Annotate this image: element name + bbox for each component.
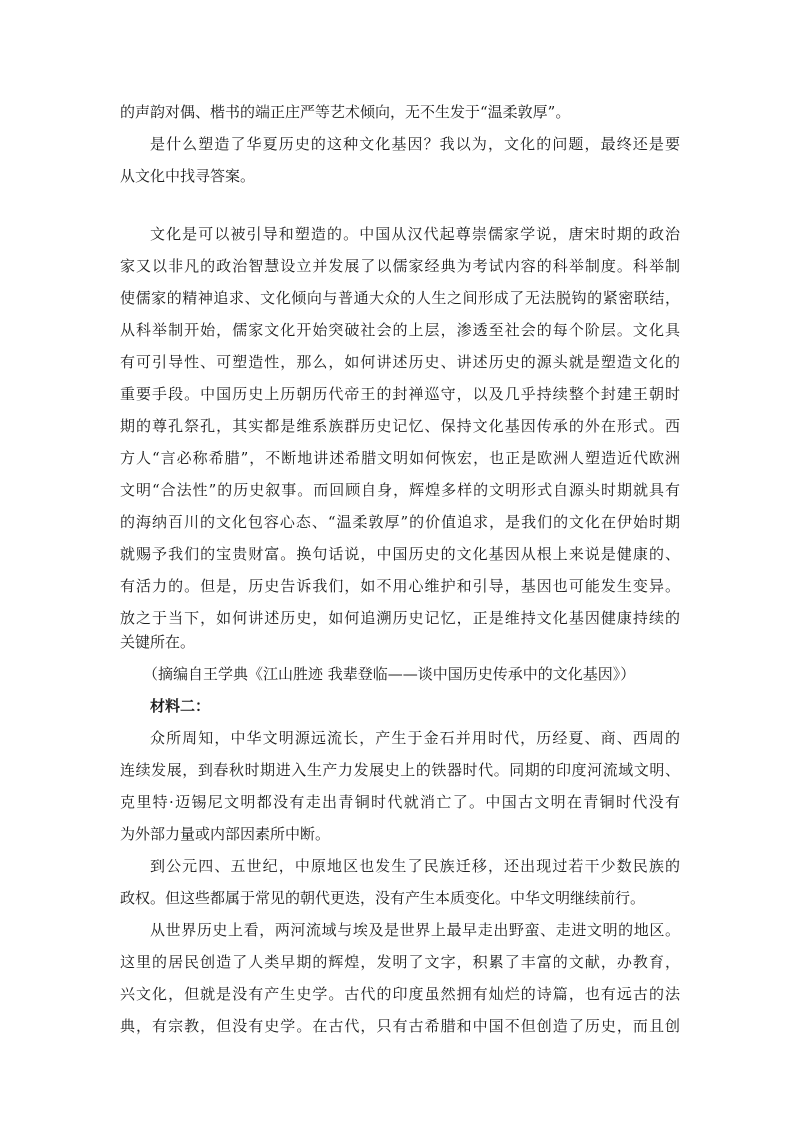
text-line: 从科举制开始，儒家文化开始突破社会的上层，渗透至社会的每个阶层。文化具	[120, 321, 680, 339]
text-line: 从文化中找寻答案。	[120, 167, 256, 185]
text-line: 就赐予我们的宝贵财富。换句话说，中国历史的文化基因从根上来说是健康的、	[120, 545, 680, 563]
source-citation: （摘编自王学典《江山胜迹 我辈登临——谈中国历史传承中的文化基因》）	[143, 665, 636, 683]
paragraph-first-line: 文化是可以被引导和塑造的。中国从汉代起尊崇儒家学说，唐宋时期的政治	[150, 225, 680, 243]
text-line: 的海纳百川的文化包容心态、“温柔敦厚”的价值追求，是我们的文化在伊始时期	[120, 513, 680, 531]
text-line: 连续发展，到春秋时期进入生产力发展史上的铁器时代。同期的印度河流域文明、	[120, 761, 680, 779]
text-line: 克里特·迈锡尼文明都没有走出青铜时代就消亡了。中国古文明在青铜时代没有	[120, 793, 680, 811]
text-line: 家又以非凡的政治智慧设立并发展了以儒家经典为考试内容的科举制度。科举制	[120, 257, 680, 275]
text-line: 文明“合法性”的历史叙事。而回顾自身，辉煌多样的文明形式自源头时期就具有	[120, 481, 680, 499]
text-line: 方人“言必称希腊”，不断地讲述希腊文明如何恢宏，也正是欧洲人塑造近代欧洲	[120, 449, 680, 467]
paragraph-first-line: 是什么塑造了华夏历史的这种文化基因？我以为，文化的问题，最终还是要	[150, 135, 680, 153]
text-line: 政权。但这些都属于常见的朝代更迭，没有产生本质变化。中华文明继续前行。	[120, 889, 646, 907]
text-line: 使儒家的精神追求、文化倾向与普通大众的人生之间形成了无法脱钩的紧密联结，	[120, 289, 680, 307]
text-line: 期的尊孔祭孔，其实都是维系族群历史记忆、保持文化基因传承的外在形式。西	[120, 417, 680, 435]
text-line: 放之于当下，如何讲述历史，如何追溯历史记忆，正是维持文化基因健康持续的	[120, 609, 680, 627]
text-line: 典，有宗教，但没有史学。在古代，只有古希腊和中国不但创造了历史，而且创	[120, 1017, 680, 1035]
text-line: 关键所在。	[120, 633, 196, 651]
text-line: 这里的居民创造了人类早期的辉煌，发明了文字，积累了丰富的文献，办教育，	[120, 953, 680, 971]
section-heading: 材料二：	[150, 697, 211, 715]
text-line: 为外部力量或内部因素所中断。	[120, 825, 331, 843]
text-line: 重要手段。中国历史上历朝历代帝王的封禅巡守，以及几乎持续整个封建王朝时	[120, 385, 680, 403]
text-line: 有活力的。但是，历史告诉我们，如不用心维护和引导，基因也可能发生变异。	[120, 577, 680, 595]
paragraph-first-line: 众所周知，中华文明源远流长，产生于金石并用时代，历经夏、商、西周的	[150, 729, 680, 747]
text-line: 的声韵对偶、楷书的端正庄严等艺术倾向，无不生发于“温柔敦厚”。	[120, 103, 571, 121]
paragraph-first-line: 到公元四、五世纪，中原地区也发生了民族迁移，还出现过若干少数民族的	[150, 857, 680, 875]
text-line: 有可引导性、可塑造性，那么，如何讲述历史、讲述历史的源头就是塑造文化的	[120, 353, 680, 371]
paragraph-first-line: 从世界历史上看，两河流域与埃及是世界上最早走出野蛮、走进文明的地区。	[150, 921, 680, 939]
text-line: 兴文化，但就是没有产生史学。古代的印度虽然拥有灿烂的诗篇，也有远古的法	[120, 985, 680, 1003]
